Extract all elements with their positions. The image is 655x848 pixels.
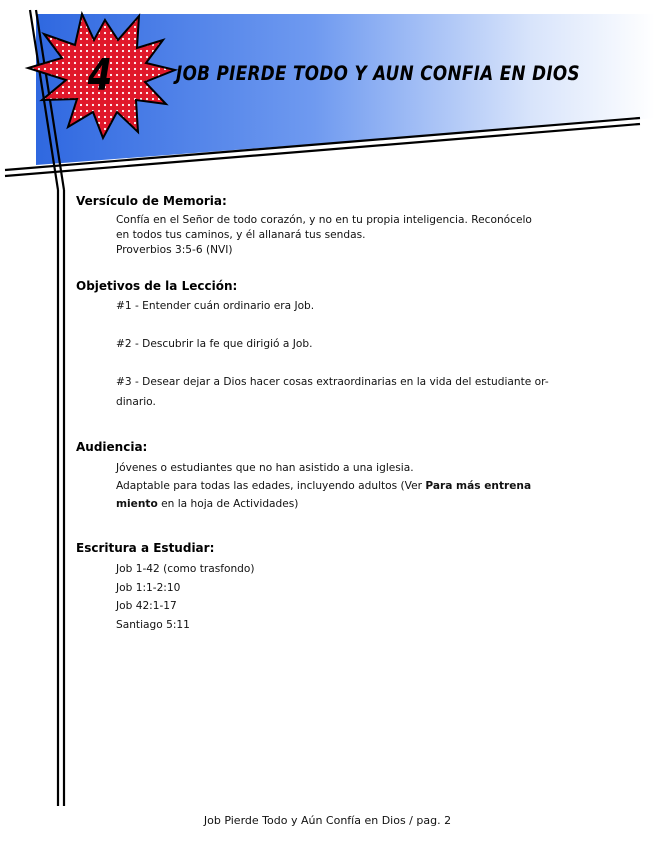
scripture-ref: Job 1:1-2:10 (116, 581, 181, 594)
objective-item: #1 - Entender cuán ordinario era Job. (116, 300, 315, 312)
scripture-ref: Job 42:1-17 (116, 600, 177, 612)
memory-verse-text: en todos tus caminos, y él allanará tus sendas. (116, 229, 366, 241)
objective-item: #3 - Desear dejar a Dios hacer cosas extraordinarias en la vida del estudiante or- (116, 376, 549, 388)
activities-reference: miento (116, 498, 158, 510)
memory-verse-heading: Versículo de Memoria: (76, 194, 227, 208)
memory-verse-text: Confía en el Señor de todo corazón, y no en tu propia inteligencia. Reconócelo (116, 214, 532, 226)
objective-item: #2 - Descubrir la fe que dirigió a Job. (116, 338, 313, 350)
objective-item: dinario. (116, 396, 156, 408)
lesson-number: 4 (87, 50, 113, 101)
scripture-section (76, 541, 616, 634)
audience-heading: Audiencia: (76, 440, 148, 454)
objectives-section (76, 279, 616, 411)
scripture-ref: Job 1-42 (como trasfondo) (116, 563, 255, 575)
scripture-ref: Santiago 5:11 (116, 618, 190, 631)
audience-text: en la hoja de Actividades) (157, 498, 299, 510)
audience-text: Adaptable para todas las edades, incluyendo adultos (Ver (116, 480, 426, 492)
memory-verse-reference: Proverbios 3:5-6 (NVI) (116, 244, 233, 256)
audience-line (116, 495, 616, 513)
activities-reference: Para más entrena (425, 480, 532, 492)
memory-verse-section (76, 194, 616, 258)
page-footer: Job Pierde Todo y Aún Confía en Dios / pag. 2 (203, 814, 452, 827)
audience-line (116, 477, 616, 495)
objectives-heading: Objetivos de la Lección: (76, 279, 238, 293)
audience-section (76, 440, 616, 513)
audience-line: Jóvenes o estudiantes que no han asistido a una iglesia. (116, 462, 414, 474)
page-title: JOB PIERDE TODO Y AUN CONFIA EN DIOS (176, 62, 580, 85)
scripture-heading: Escritura a Estudiar: (76, 541, 215, 555)
